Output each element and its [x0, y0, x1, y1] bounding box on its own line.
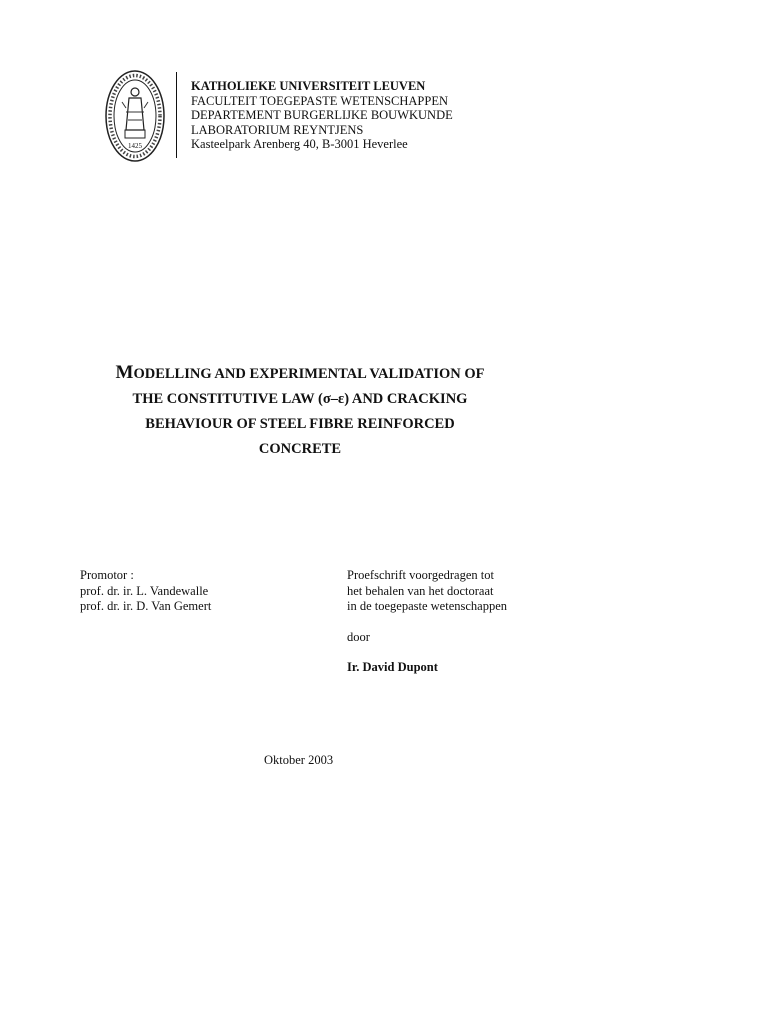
title-dash: – [330, 391, 338, 407]
faculty-name: FACULTEIT TOEGEPASTE WETENSCHAPPEN [191, 93, 448, 108]
title-line-2 [80, 387, 520, 412]
institution-header [191, 79, 453, 152]
department-name: DEPARTEMENT BURGERLIJKE BOUWKUNDE [191, 108, 453, 122]
epsilon-symbol: ε [338, 391, 345, 407]
sigma-symbol: σ [322, 391, 331, 407]
title-line-1-rest: ODELLING AND EXPERIMENTAL VALIDATION OF [133, 366, 485, 382]
publication-date: Oktober 2003 [264, 753, 334, 767]
thesis-line: het behalen van het doctoraat [347, 583, 494, 598]
promotor-label: Promotor : [80, 568, 134, 582]
address: Kasteelpark Arenberg 40, B-3001 Heverlee [191, 137, 408, 151]
title-initial: M [115, 362, 134, 383]
university-seal-icon [104, 68, 166, 164]
promotor-name: prof. dr. ir. L. Vandewalle [80, 583, 209, 598]
thesis-line: in de toegepaste wetenschappen [347, 599, 508, 613]
header-divider [176, 72, 177, 158]
thesis-line: Proefschrift voorgedragen tot [347, 568, 494, 582]
thesis-statement-block [347, 568, 507, 676]
thesis-title [80, 360, 520, 462]
author-name: Ir. David Dupont [347, 660, 438, 674]
university-name: KATHOLIEKE UNIVERSITEIT LEUVEN [191, 79, 426, 93]
seal-year: 1425 [128, 142, 142, 150]
laboratory-name: LABORATORIUM REYNTJENS [191, 122, 364, 137]
title-line-4: CONCRETE [258, 441, 342, 457]
title-line-3: BEHAVIOUR OF STEEL FIBRE REINFORCED [145, 416, 455, 432]
title-line-2-prefix: THE CONSTITUTIVE LAW ( [132, 391, 323, 407]
by-label: door [347, 629, 370, 644]
title-line-2-suffix: ) AND CRACKING [344, 391, 468, 407]
title-line-1 [80, 360, 520, 387]
promotor-block [80, 568, 211, 615]
promotor-name: prof. dr. ir. D. Van Gemert [80, 599, 212, 613]
